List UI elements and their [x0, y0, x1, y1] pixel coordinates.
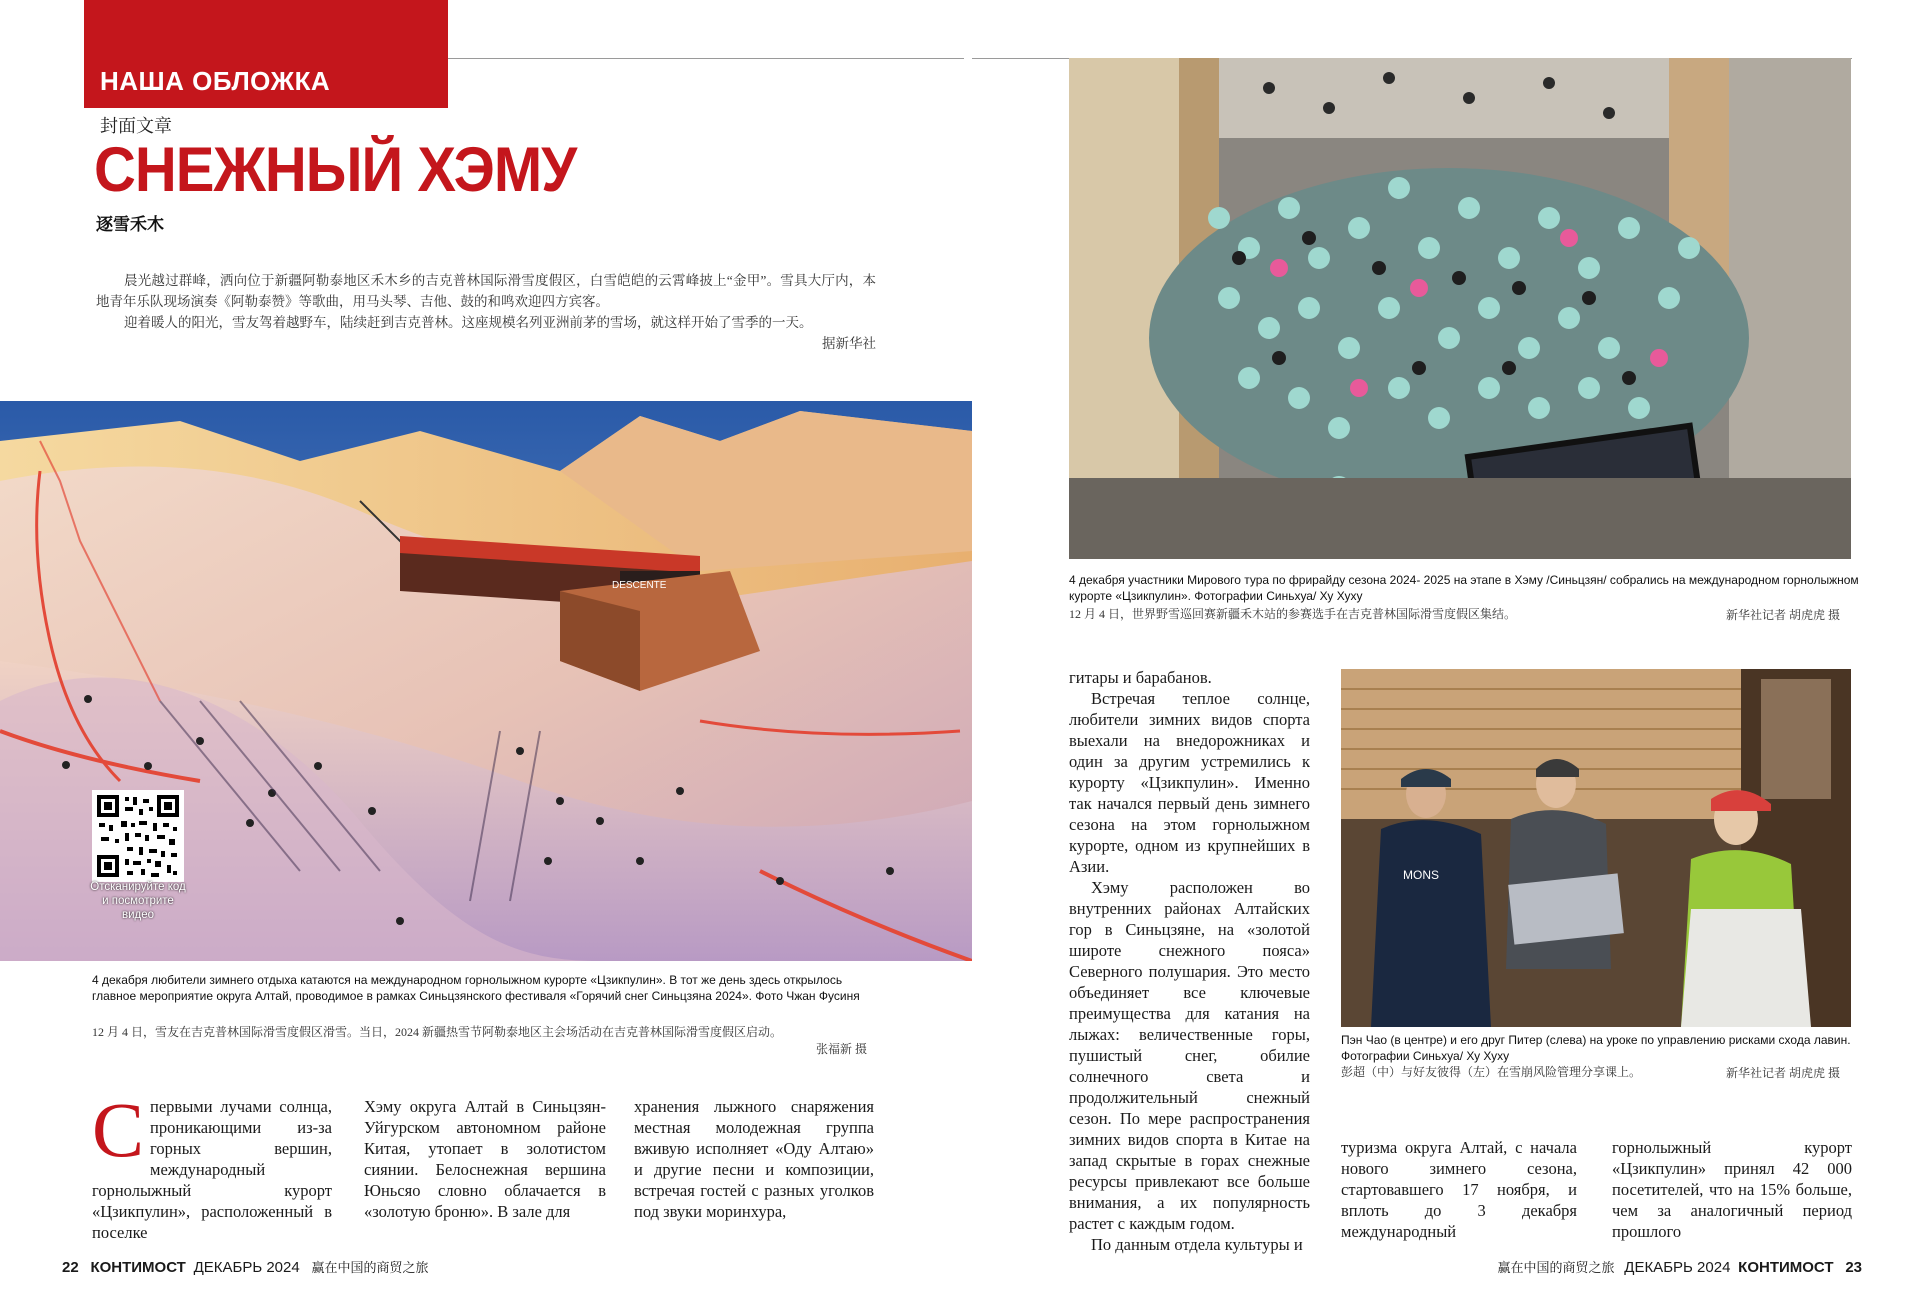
intro-paragraph: 迎着暖人的阳光，雪友驾着越野车，陆续赶到吉克普林。这座规模名列亚洲前茅的雪场，就这样开始了雪季的一天。 [124, 315, 813, 330]
body-text: хранения лыжного снаряжения местная молодежная группа вживую исполняет «Оду Алтаю» и другие песни и композиции, встречая гостей с разных уголков под звуки моринхура, [634, 1097, 874, 1221]
qr-code-icon [95, 793, 181, 879]
tagline-cn: 赢在中国的商贸之旅 [311, 1260, 429, 1275]
page-number: 22 [62, 1259, 79, 1276]
lesson-illustration [1341, 669, 1851, 1027]
footer-left [62, 1257, 428, 1277]
top-rule-left [448, 58, 964, 59]
body-column-1 [92, 1086, 332, 1243]
issue-date: ДЕКАБРЬ 2024 [1624, 1259, 1731, 1276]
magazine-brand: КОНТИМОСТ [90, 1259, 186, 1276]
lesson-photo-credit-cn: 新华社记者 胡虎虎 摄 [1726, 1066, 1841, 1080]
issue-date: ДЕКАБРЬ 2024 [193, 1259, 300, 1276]
body-paragraph: Хэму расположен во внутренних районах Алтайских гор в Синьцзяне, на «золотой широте снежного пояса» Северного полушария. Это место объединяет все ключевые преимущества для катания на лыжах: величественные горы, пушистый снег, обилие солнечного света и продолжительный снежный сезон. По мере распространения зимних видов спорта в Китае на запад скрытые в горах снежные ресурсы привлекают все больше внимания, а их популярность растет с каждым годом. [1069, 878, 1310, 1233]
body-text: Хэму округа Алтай в Синьцзян-Уйгурском автономном районе Китая, утопает в золотистом сиянии. Белоснежная вершина Юньсяо словно облачается в «золотую броню». В зале для [364, 1097, 606, 1221]
crowd-photo-credit-cn: 新华社记者 胡虎虎 摄 [1726, 608, 1841, 622]
intro-paragraph: 晨光越过群峰，洒向位于新疆阿勒泰地区禾木乡的吉克普林国际滑雪度假区，白雪皑皑的云霄峰披上“金甲”。雪具大厅内，本地青年乐队现场演奏《阿勒泰赞》等歌曲，用马头琴、吉他、鼓的和鸣欢迎四方宾客。 [96, 273, 876, 309]
photo-credit-cn: 张福新 摄 [816, 1042, 868, 1056]
page-number: 23 [1845, 1259, 1862, 1276]
body-text: горнолыжный курорт «Цзикпулин» принял 42 000 посетителей, что на 15% больше, чем за аналогичный период прошлого [1612, 1138, 1852, 1241]
body-column-a [1069, 667, 1310, 1255]
body-text: первыми лучами солнца, проникающими из-за горных вершин, международный горнолыжный курорт «Цзикпулин», расположенный в поселке [92, 1097, 332, 1242]
photo-caption: 4 декабря любители зимнего отдыха катаются на международном горнолыжном курорте «Цзикпулин». В тот же день здесь открылось главное мероприятие округа Алтай, проводимое в рамках Синьцзянского фестиваля «Горячий снег Синьцзяна 2024». Фото Чжан Фусиня [92, 973, 860, 1003]
kicker-cn: 封面文章 [100, 116, 172, 136]
tagline-cn: 赢在中国的商贸之旅 [1497, 1260, 1615, 1275]
magazine-brand: КОНТИМОСТ [1738, 1259, 1834, 1276]
body-column-2 [364, 1096, 606, 1222]
section-label: НАША ОБЛОЖКА [100, 66, 331, 96]
qr-label: Отсканируйте код и посмотрите видео [90, 881, 186, 921]
qr-code[interactable] [92, 790, 184, 882]
intro-cn [96, 270, 876, 354]
crowd-photo-caption: 4 декабря участники Мирового тура по фрирайду сезона 2024- 2025 на этапе в Хэму /Синьцзян/ собрались на международном горнолыжном курорте «Цзикпулин». Фотографии Синьхуа/ Ху Хуху [1069, 573, 1859, 603]
body-column-3 [634, 1096, 874, 1222]
body-column-c [1612, 1137, 1852, 1242]
laptop-logo-text: MONS [1403, 868, 1439, 882]
photo-caption-cn: 12 月 4 日，雪友在吉克普林国际滑雪度假区滑雪。当日，2024 新疆热雪节阿勒泰地区主会场活动在吉克普林国际滑雪度假区启动。 [92, 1025, 783, 1039]
crowd-photo-caption-cn: 12 月 4 日，世界野雪巡回赛新疆禾木站的参赛选手在吉克普林国际滑雪度假区集结。 [1069, 607, 1517, 621]
footer-right [1498, 1257, 1862, 1277]
crowd-illustration [1069, 58, 1851, 559]
avalanche-lesson-photo [1341, 669, 1851, 1027]
body-paragraph: Встречая теплое солнце, любители зимних видов спорта выехали на внедорожниках и один за другим устремились к курорту «Цзикпулин». Именно так начался первый день зимнего сезона на этом горнолыжном курорте, одном из крупнейших в Азии. [1069, 689, 1310, 876]
body-paragraph: гитары и барабанов. [1069, 668, 1212, 687]
body-text: туризма округа Алтай, с начала нового зимнего сезона, стартовавшего 17 ноября, и вплоть до 3 декабря международный [1341, 1138, 1577, 1241]
body-paragraph: По данным отдела культуры и [1091, 1235, 1303, 1254]
body-column-b [1341, 1137, 1577, 1242]
lesson-photo-caption-cn: 彭超（中）与好友彼得（左）在雪崩风险管理分享课上。 [1341, 1065, 1642, 1079]
lesson-photo-caption: Пэн Чао (в центре) и его друг Питер (слева) на уроке по управлению рисками схода лавин. Фотографии Синьхуа/ Ху Хуху [1341, 1033, 1851, 1063]
intro-source: 据新华社 [822, 336, 876, 351]
subtitle-cn: 逐雪禾木 [96, 215, 164, 234]
headline: СНЕЖНЫЙ ХЭМУ [94, 135, 577, 206]
lift-sign-text: DESCENTE [612, 580, 667, 591]
freeride-crowd-photo [1069, 58, 1851, 559]
drop-cap: С [92, 1086, 145, 1173]
